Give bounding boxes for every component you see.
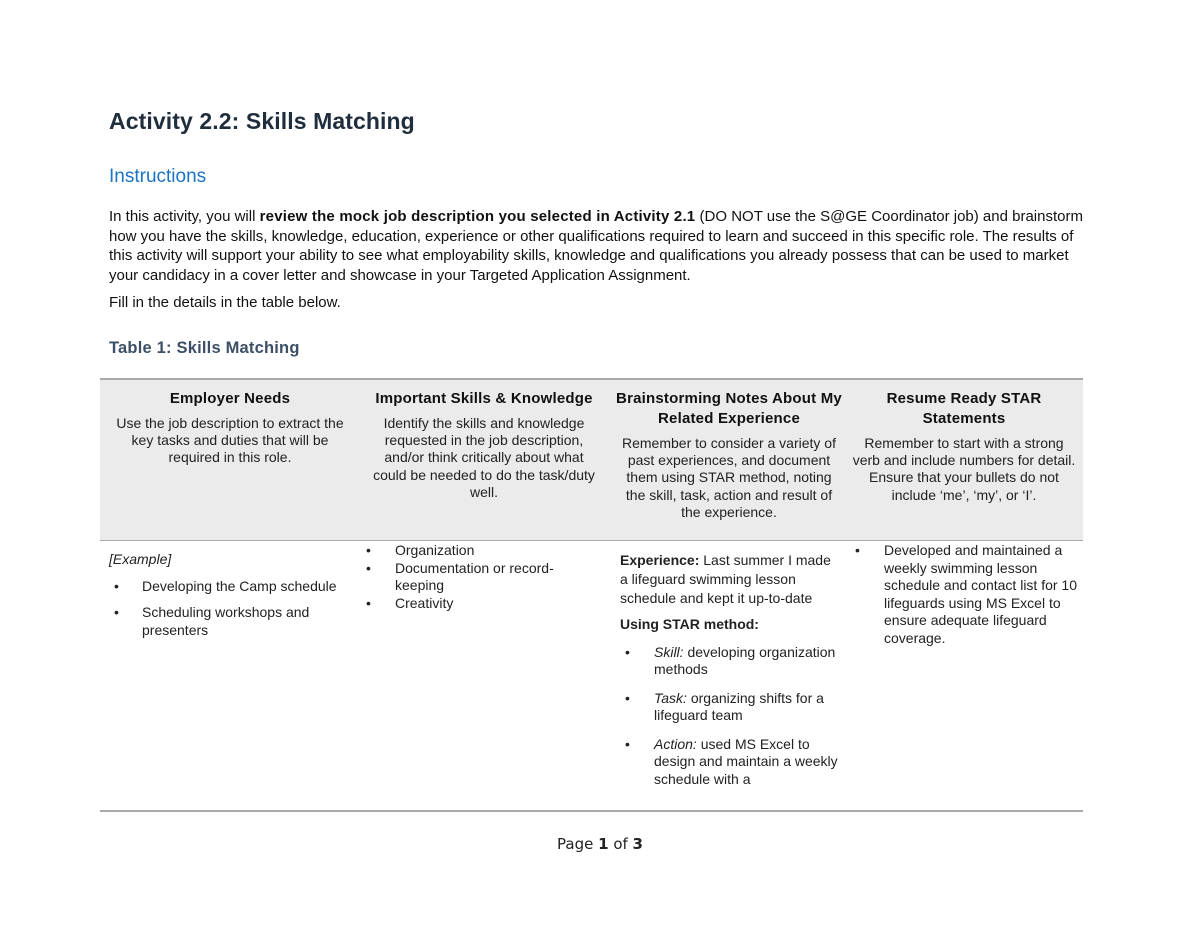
bullet-icon: • [625,735,630,752]
bullet-icon: • [625,689,630,706]
header-title: Important Skills & Knowledge [375,390,593,407]
list-item [855,542,1077,647]
bullet-icon: • [366,542,371,558]
star-item-label: Action: [654,735,697,752]
table-header-row [100,380,1083,541]
header-title: Resume Ready STAR Statements [886,390,1042,427]
list-item [109,578,354,596]
header-brainstorming-notes [616,389,842,521]
footer-total-pages: 3 [632,835,643,853]
header-title: Employer Needs [169,390,291,407]
footer-middle: of [608,835,633,853]
header-description: Remember to start with a strong verb and include numbers for detail. Ensure that your bullets do not include ‘me’, ‘my’, or ‘I’. [852,435,1076,503]
employer-needs-list [109,578,354,640]
list-item-text: Documentation or record-keeping [395,559,554,593]
experience-body: Last summer I made a lifeguard swimming lesson schedule and kept it up-to-date [620,552,831,606]
header-description: Identify the skills and knowledge requested in the job description, and/or think critically about what could be needed to do the task/duty well. [373,415,595,500]
bullet-icon: • [625,643,630,660]
para-bold-text: review the mock job description you selected in Activity 2.1 [259,208,696,225]
footer-current-page: 1 [598,835,609,853]
list-item [620,736,842,789]
list-item-text: Developed and maintained a weekly swimming lesson schedule and contact list for 10 lifeguards using MS Excel to ensure adequate lifeguard coverage. [884,542,1078,646]
bullet-icon: • [855,542,860,558]
para-text-1: In this activity, you will [109,208,260,225]
cell-important-skills [366,542,596,612]
experience-label: Experience: [620,552,700,568]
list-item-text: Organization [395,542,475,558]
table-body-row [100,541,1083,810]
list-item-text: Creativity [395,594,454,611]
list-item-text: Scheduling workshops and presenters [142,604,310,638]
star-item-text: developing organization methods [654,643,836,677]
header-description: Use the job description to extract the key tasks and duties that will be required in this role. [116,415,344,466]
header-resume-statements [852,389,1076,504]
cell-employer-needs [109,551,354,639]
bullet-icon: • [114,577,119,594]
resume-list [855,542,1077,647]
header-description: Remember to consider a variety of past experiences, and document them using STAR method, noting the skill, task, action and result of the experience. [622,435,836,520]
page-footer [0,835,1200,853]
fill-instruction: Fill in the details in the table below. [109,294,341,311]
instructions-heading: Instructions [109,166,207,187]
experience-text [620,551,842,608]
star-item-label: Skill: [654,643,684,660]
star-item-text: used MS Excel to design and maintain a weekly schedule with a [654,735,838,787]
list-item [366,595,596,613]
example-label: [Example] [109,551,172,567]
skills-matching-table [100,378,1083,812]
cell-resume-statements [855,542,1077,647]
bullet-icon: • [114,604,119,620]
cell-brainstorming-notes [620,551,842,809]
list-item [620,644,842,679]
star-item-text: organizing shifts for a lifeguard team [654,689,824,723]
footer-prefix: Page [557,835,599,853]
list-item [366,560,575,595]
list-item [620,690,842,725]
para-text-2: (DO NOT use the S@GE Coordinator job) and brainstorm how you have the skills, knowledge, education, experience or other qualifications required to learn and succeed in this specific role. The results of this activity will support your ability to see what employability skills, knowledge and qualifications you already possess that can be used to market your candidacy in a cover letter and showcase in your Targeted Application Assignment. [109,208,1083,284]
skills-list [366,542,596,612]
header-employer-needs [108,389,352,467]
bullet-icon: • [366,594,371,611]
list-item [366,542,596,560]
table-heading: Table 1: Skills Matching [109,339,300,357]
instructions-paragraph [109,207,1099,285]
page-title: Activity 2.2: Skills Matching [109,108,415,134]
star-list [620,644,842,789]
header-important-skills [363,389,605,501]
list-item-text: Developing the Camp schedule [142,577,337,594]
bullet-icon: • [366,559,371,576]
star-item-label: Task: [654,689,687,706]
list-item [109,604,354,639]
star-method-label: Using STAR method: [620,616,759,632]
header-title: Brainstorming Notes About My Related Experience [616,390,842,427]
